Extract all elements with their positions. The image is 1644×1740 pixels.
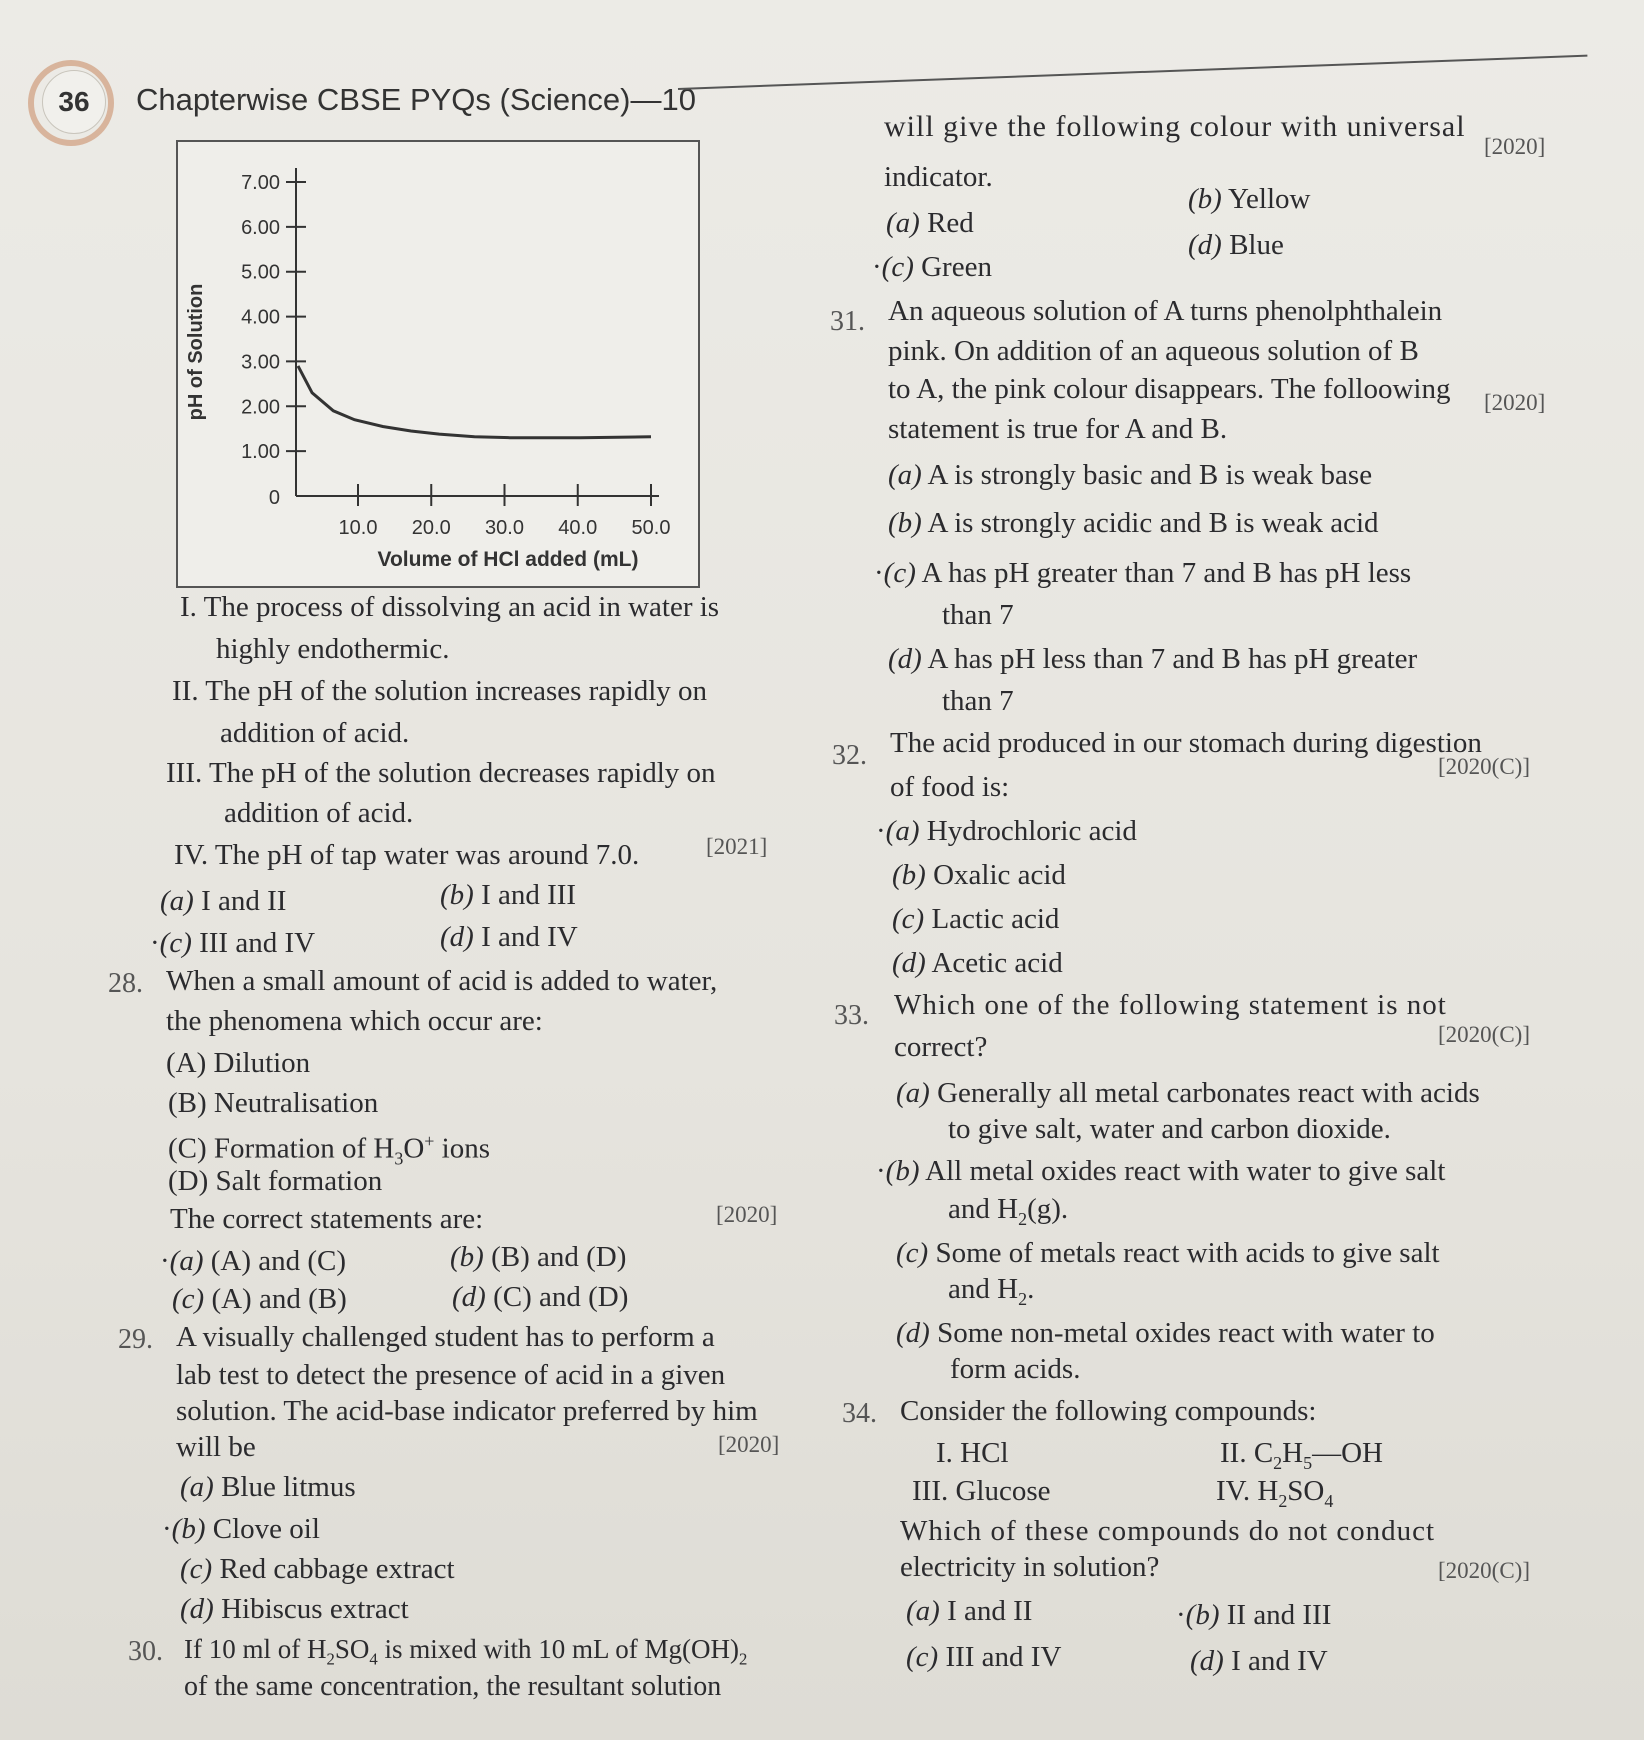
- option-28a: ·(a) (A) and (C): [160, 1245, 347, 1277]
- year-tag-32: [2020(C)]: [1438, 754, 1530, 779]
- q29-number: 29.: [118, 1324, 153, 1355]
- option-27c: ·(c) III and IV: [150, 927, 316, 959]
- y-tick-label: 1.00: [241, 441, 280, 464]
- statement-2: II. The pH of the solution increases rapidly on: [172, 675, 708, 707]
- q29-text: A visually challenged student has to perform a: [176, 1321, 715, 1353]
- statement-2-cont: addition of acid.: [220, 717, 410, 749]
- compound-2: II. $C_2H_5—OH$: [1220, 1437, 1383, 1473]
- option-28b: (b) (B) and (D): [450, 1241, 627, 1273]
- option-33a-cont: to give salt, water and carbon dioxide.: [948, 1113, 1391, 1145]
- year-tag-31: [2020]: [1484, 390, 1546, 415]
- q34-text-3: electricity in solution?: [900, 1551, 1160, 1583]
- statement-3-cont: addition of acid.: [224, 797, 414, 829]
- statement-4: IV. The pH of tap water was around 7.0.: [174, 839, 640, 871]
- option-29c: (c) Red cabbage extract: [180, 1553, 455, 1585]
- q30-text-3: will give the following colour with universal: [884, 110, 1466, 143]
- option-29b: ·(b) Clove oil: [162, 1513, 320, 1545]
- option-33c-cont: and $H_2$.: [948, 1273, 1035, 1309]
- q33-text: Which one of the following statement is not: [894, 989, 1447, 1021]
- y-tick-label: 5.00: [241, 261, 280, 284]
- option-31c-cont: than 7: [942, 599, 1014, 631]
- statement-1: I. The process of dissolving an acid in water is: [180, 591, 720, 623]
- q29-text-4: will be: [176, 1431, 256, 1463]
- x-tick-label: 40.0: [558, 517, 598, 539]
- option-32c: (c) Lactic acid: [892, 903, 1060, 935]
- option-34d: (d) I and IV: [1190, 1645, 1328, 1677]
- option-33d: (d) Some non-metal oxides react with water to: [896, 1317, 1435, 1349]
- q28-item-a: (A) Dilution: [166, 1047, 311, 1079]
- year-tag-28: [2020]: [716, 1202, 778, 1227]
- x-tick-label: 10.0: [338, 517, 378, 539]
- q28-number: 28.: [108, 968, 143, 999]
- q28-item-c: (C) Formation of $H_3O^+$ ions: [168, 1131, 491, 1169]
- page-number: 36: [42, 70, 106, 134]
- q28-item-d: (D) Salt formation: [168, 1165, 383, 1197]
- year-tag-29: [2020]: [718, 1432, 780, 1457]
- q31-text-4: statement is true for A and B.: [888, 413, 1228, 445]
- q28-stem: The correct statements are:: [170, 1203, 484, 1235]
- option-30c: ·(c) Green: [872, 251, 992, 283]
- header-rule: [678, 55, 1587, 90]
- q34-number: 34.: [842, 1398, 877, 1429]
- q31-text-2: pink. On addition of an aqueous solution of B: [888, 335, 1419, 367]
- x-tick-label: 50.0: [631, 517, 671, 539]
- q29-text-3: solution. The acid-base indicator preferred by him: [176, 1395, 758, 1427]
- ph-curve-line: [298, 366, 651, 438]
- option-33b: ·(b) All metal oxides react with water to give salt: [876, 1155, 1446, 1187]
- x-tick-label: 20.0: [411, 517, 451, 539]
- option-27b: (b) I and III: [440, 879, 577, 911]
- ph-titration-chart: [176, 140, 700, 588]
- q31-text-3: to A, the pink colour disappears. The folloowing: [888, 373, 1451, 405]
- y-tick-label: 0: [268, 487, 280, 509]
- option-30d: (d) Blue: [1188, 229, 1284, 261]
- option-31c: ·(c) A has pH greater than 7 and B has pH less: [874, 557, 1412, 589]
- option-34b: ·(b) II and III: [1176, 1599, 1332, 1631]
- option-32b: (b) Oxalic acid: [892, 859, 1066, 891]
- option-33d-cont: form acids.: [950, 1353, 1081, 1385]
- q28-text: When a small amount of acid is added to water,: [166, 965, 718, 997]
- year-tag-33: [2020(C)]: [1438, 1022, 1530, 1047]
- q33-text-2: correct?: [894, 1031, 988, 1063]
- q30-text-2: of the same concentration, the resultant solution: [184, 1671, 722, 1702]
- q32-number: 32.: [832, 740, 867, 771]
- option-33b-cont: and $H_2(g)$.: [948, 1193, 1069, 1229]
- y-tick-label: 7.00: [241, 172, 280, 194]
- year-tag-27: [2021]: [706, 834, 768, 859]
- compound-3: III. Glucose: [912, 1475, 1051, 1507]
- statement-3: III. The pH of the solution decreases rapidly on: [166, 757, 716, 789]
- option-31d-cont: than 7: [942, 685, 1014, 717]
- option-28d: (d) (C) and (D): [452, 1281, 629, 1313]
- y-axis-label: pH of Solution: [185, 283, 207, 421]
- option-31a: (a) A is strongly basic and B is weak base: [888, 459, 1373, 491]
- option-31b: (b) A is strongly acidic and B is weak acid: [888, 507, 1379, 539]
- option-33c: (c) Some of metals react with acids to give salt: [896, 1237, 1440, 1269]
- year-tag-30: [2020]: [1484, 134, 1546, 159]
- option-32a: ·(a) Hydrochloric acid: [876, 815, 1137, 847]
- y-tick-label: 3.00: [241, 351, 280, 374]
- x-axis-label: Volume of HCl added (mL): [377, 548, 639, 571]
- option-33a: (a) Generally all metal carbonates react with acids: [896, 1077, 1480, 1109]
- compound-4: IV. $H_2SO_4$: [1216, 1475, 1334, 1511]
- option-27d: (d) I and IV: [440, 921, 578, 953]
- option-27a: (a) I and II: [160, 885, 287, 917]
- option-29a: (a) Blue litmus: [180, 1471, 356, 1503]
- statement-1-cont: highly endothermic.: [216, 633, 450, 665]
- q32-text: The acid produced in our stomach during digestion: [890, 727, 1482, 759]
- option-30b: (b) Yellow: [1188, 183, 1311, 215]
- q31-number: 31.: [830, 306, 865, 337]
- y-tick-label: 4.00: [241, 306, 280, 329]
- year-tag-34: [2020(C)]: [1438, 1558, 1530, 1583]
- option-30a: (a) Red: [886, 207, 974, 239]
- q30-text-4: indicator.: [884, 161, 993, 193]
- q34-text-2: Which of these compounds do not conduct: [900, 1515, 1436, 1547]
- option-28c: (c) (A) and (B): [172, 1283, 347, 1315]
- option-34a: (a) I and II: [906, 1595, 1033, 1627]
- compound-1: I. HCl: [936, 1437, 1009, 1469]
- q29-text-2: lab test to detect the presence of acid in a given: [176, 1359, 726, 1391]
- q34-text: Consider the following compounds:: [900, 1395, 1317, 1427]
- q31-text: An aqueous solution of A turns phenolphthalein: [888, 295, 1443, 327]
- y-tick-label: 6.00: [241, 216, 280, 239]
- q32-text-2: of food is:: [890, 771, 1010, 803]
- y-tick-label: 2.00: [241, 396, 280, 419]
- option-34c: (c) III and IV: [906, 1641, 1062, 1673]
- q33-number: 33.: [834, 1000, 869, 1031]
- q28-item-b: (B) Neutralisation: [168, 1087, 379, 1119]
- book-title: Chapterwise CBSE PYQs (Science)—10: [136, 82, 696, 117]
- q30-text: If 10 ml of $H_2SO_4$ is mixed with 10 mL of $Mg(OH)_2$: [184, 1634, 748, 1669]
- chart-canvas: [178, 142, 698, 586]
- option-32d: (d) Acetic acid: [892, 947, 1063, 979]
- option-31d: (d) A has pH less than 7 and B has pH greater: [888, 643, 1418, 675]
- option-29d: (d) Hibiscus extract: [180, 1593, 409, 1625]
- q28-text-cont: the phenomena which occur are:: [166, 1005, 543, 1037]
- x-tick-label: 30.0: [485, 517, 524, 539]
- q30-number: 30.: [128, 1636, 163, 1667]
